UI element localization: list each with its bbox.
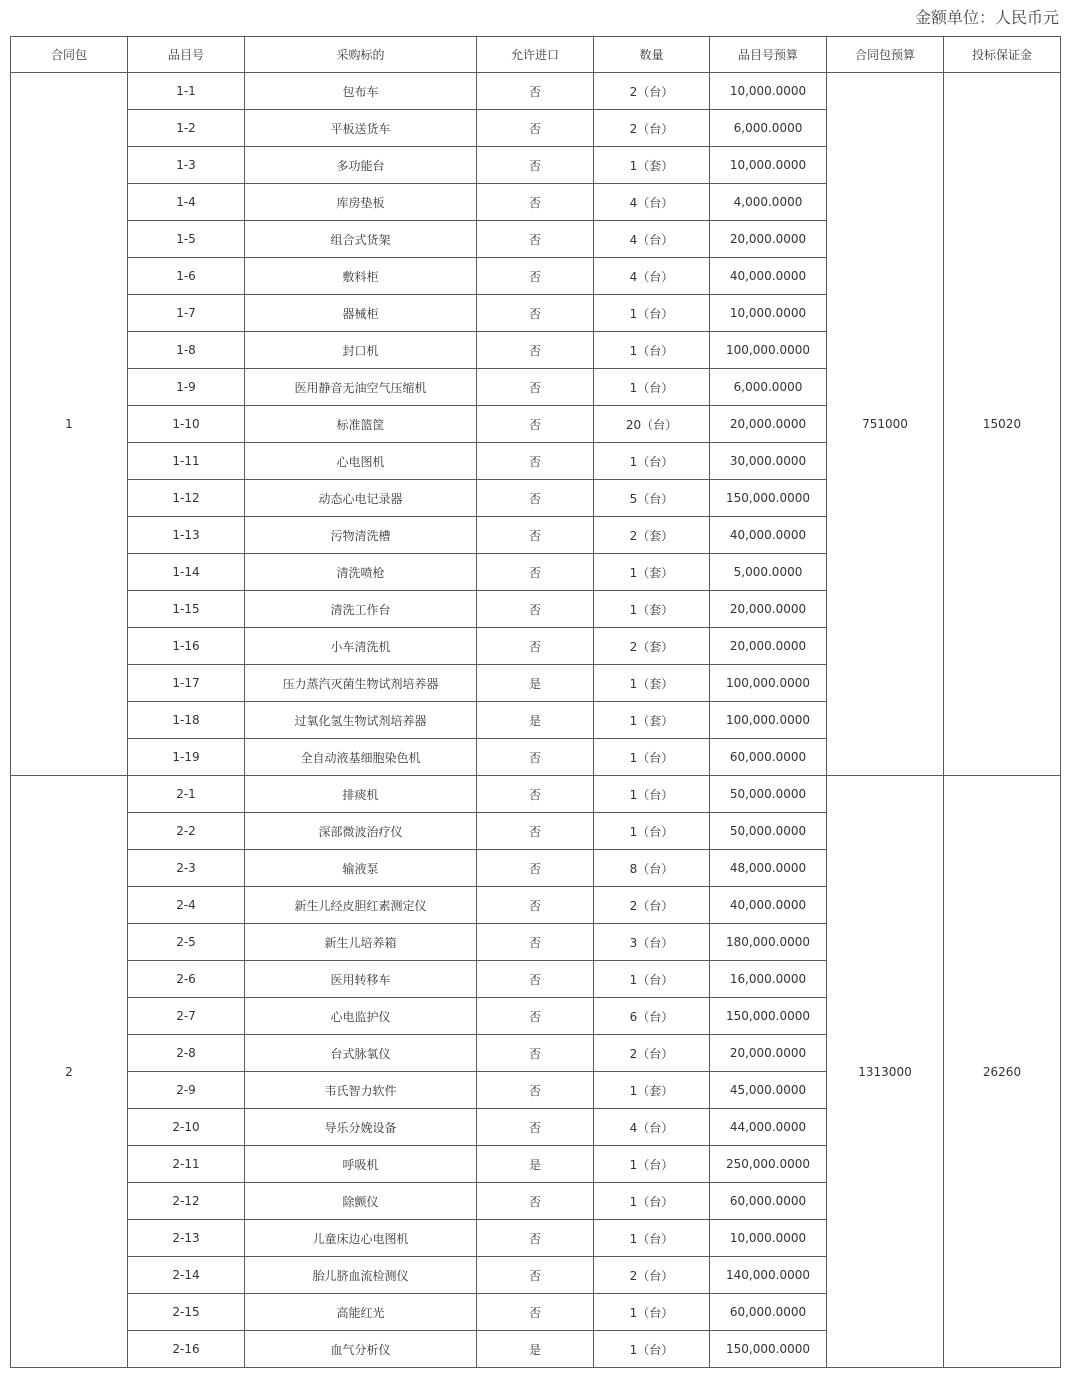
import-allowed-cell: 是	[477, 665, 594, 702]
quantity-cell: 2（台）	[594, 887, 710, 924]
procurement-item-cell: 心电图机	[245, 443, 477, 480]
import-allowed-cell: 否	[477, 221, 594, 258]
item-number-cell: 2-14	[128, 1257, 245, 1294]
quantity-cell: 6（台）	[594, 998, 710, 1035]
item-budget-cell: 10,000.0000	[710, 73, 827, 110]
header-quantity: 数量	[594, 37, 710, 73]
procurement-item-cell: 多功能台	[245, 147, 477, 184]
import-allowed-cell: 否	[477, 147, 594, 184]
item-number-cell: 2-7	[128, 998, 245, 1035]
import-allowed-cell: 否	[477, 406, 594, 443]
item-budget-cell: 100,000.0000	[710, 665, 827, 702]
item-number-cell: 1-14	[128, 554, 245, 591]
procurement-item-cell: 血气分析仪	[245, 1331, 477, 1368]
item-number-cell: 1-18	[128, 702, 245, 739]
item-budget-cell: 20,000.0000	[710, 1035, 827, 1072]
item-number-cell: 1-11	[128, 443, 245, 480]
quantity-cell: 1（台）	[594, 1183, 710, 1220]
import-allowed-cell: 否	[477, 628, 594, 665]
quantity-cell: 2（套）	[594, 628, 710, 665]
import-allowed-cell: 否	[477, 1257, 594, 1294]
procurement-item-cell: 新生儿培养箱	[245, 924, 477, 961]
header-procurement-item: 采购标的	[245, 37, 477, 73]
quantity-cell: 1（台）	[594, 443, 710, 480]
item-number-cell: 2-9	[128, 1072, 245, 1109]
item-budget-cell: 150,000.0000	[710, 998, 827, 1035]
procurement-item-cell: 平板送货车	[245, 110, 477, 147]
item-budget-cell: 10,000.0000	[710, 1220, 827, 1257]
item-number-cell: 1-4	[128, 184, 245, 221]
item-number-cell: 1-9	[128, 369, 245, 406]
item-number-cell: 1-1	[128, 73, 245, 110]
procurement-item-cell: 新生儿经皮胆红素测定仪	[245, 887, 477, 924]
procurement-item-cell: 器械柜	[245, 295, 477, 332]
item-number-cell: 2-12	[128, 1183, 245, 1220]
item-budget-cell: 60,000.0000	[710, 1183, 827, 1220]
procurement-item-cell: 库房垫板	[245, 184, 477, 221]
item-budget-cell: 250,000.0000	[710, 1146, 827, 1183]
item-budget-cell: 45,000.0000	[710, 1072, 827, 1109]
quantity-cell: 1（台）	[594, 776, 710, 813]
import-allowed-cell: 否	[477, 332, 594, 369]
quantity-cell: 2（台）	[594, 110, 710, 147]
import-allowed-cell: 否	[477, 776, 594, 813]
quantity-cell: 1（台）	[594, 1146, 710, 1183]
item-budget-cell: 20,000.0000	[710, 628, 827, 665]
item-number-cell: 1-13	[128, 517, 245, 554]
procurement-item-cell: 封口机	[245, 332, 477, 369]
procurement-item-cell: 心电监护仪	[245, 998, 477, 1035]
quantity-cell: 8（台）	[594, 850, 710, 887]
item-budget-cell: 40,000.0000	[710, 517, 827, 554]
package-budget-cell: 751000	[827, 73, 944, 776]
header-import-allowed: 允许进口	[477, 37, 594, 73]
item-budget-cell: 10,000.0000	[710, 295, 827, 332]
item-budget-cell: 16,000.0000	[710, 961, 827, 998]
procurement-item-cell: 台式脉氧仪	[245, 1035, 477, 1072]
quantity-cell: 5（台）	[594, 480, 710, 517]
item-number-cell: 1-10	[128, 406, 245, 443]
item-number-cell: 2-1	[128, 776, 245, 813]
item-budget-cell: 50,000.0000	[710, 813, 827, 850]
procurement-item-cell: 胎儿脐血流检测仪	[245, 1257, 477, 1294]
procurement-item-cell: 敷料柜	[245, 258, 477, 295]
quantity-cell: 1（台）	[594, 813, 710, 850]
procurement-item-cell: 过氧化氢生物试剂培养器	[245, 702, 477, 739]
item-budget-cell: 150,000.0000	[710, 480, 827, 517]
item-number-cell: 1-16	[128, 628, 245, 665]
import-allowed-cell: 是	[477, 702, 594, 739]
procurement-item-cell: 医用转移车	[245, 961, 477, 998]
procurement-item-cell: 全自动液基细胞染色机	[245, 739, 477, 776]
import-allowed-cell: 否	[477, 1294, 594, 1331]
procurement-item-cell: 高能红光	[245, 1294, 477, 1331]
quantity-cell: 20（台）	[594, 406, 710, 443]
quantity-cell: 1（台）	[594, 1331, 710, 1368]
item-budget-cell: 5,000.0000	[710, 554, 827, 591]
quantity-cell: 1（台）	[594, 369, 710, 406]
import-allowed-cell: 否	[477, 1072, 594, 1109]
import-allowed-cell: 是	[477, 1146, 594, 1183]
quantity-cell: 1（套）	[594, 591, 710, 628]
header-bid-deposit: 投标保证金	[944, 37, 1061, 73]
import-allowed-cell: 否	[477, 924, 594, 961]
import-allowed-cell: 否	[477, 887, 594, 924]
quantity-cell: 1（台）	[594, 739, 710, 776]
item-budget-cell: 30,000.0000	[710, 443, 827, 480]
item-budget-cell: 20,000.0000	[710, 221, 827, 258]
quantity-cell: 2（台）	[594, 73, 710, 110]
import-allowed-cell: 否	[477, 443, 594, 480]
item-number-cell: 2-16	[128, 1331, 245, 1368]
quantity-cell: 1（套）	[594, 702, 710, 739]
import-allowed-cell: 否	[477, 184, 594, 221]
procurement-item-cell: 压力蒸汽灭菌生物试剂培养器	[245, 665, 477, 702]
procurement-item-cell: 医用静音无油空气压缩机	[245, 369, 477, 406]
contract-package-cell: 2	[11, 776, 128, 1368]
import-allowed-cell: 否	[477, 1220, 594, 1257]
import-allowed-cell: 否	[477, 1035, 594, 1072]
procurement-item-cell: 输液泵	[245, 850, 477, 887]
quantity-cell: 4（台）	[594, 258, 710, 295]
procurement-item-cell: 包布车	[245, 73, 477, 110]
item-number-cell: 2-4	[128, 887, 245, 924]
quantity-cell: 4（台）	[594, 221, 710, 258]
header-item-number: 品目号	[128, 37, 245, 73]
import-allowed-cell: 否	[477, 998, 594, 1035]
item-number-cell: 2-2	[128, 813, 245, 850]
item-budget-cell: 150,000.0000	[710, 1331, 827, 1368]
procurement-item-cell: 清洗工作台	[245, 591, 477, 628]
import-allowed-cell: 否	[477, 554, 594, 591]
item-number-cell: 2-15	[128, 1294, 245, 1331]
procurement-item-cell: 导乐分娩设备	[245, 1109, 477, 1146]
item-budget-cell: 4,000.0000	[710, 184, 827, 221]
table-header-row	[11, 37, 1061, 73]
table-row	[11, 73, 1061, 110]
item-budget-cell: 100,000.0000	[710, 332, 827, 369]
quantity-cell: 4（台）	[594, 1109, 710, 1146]
quantity-cell: 1（套）	[594, 147, 710, 184]
item-number-cell: 2-11	[128, 1146, 245, 1183]
quantity-cell: 1（套）	[594, 554, 710, 591]
contract-package-cell: 1	[11, 73, 128, 776]
package-budget-cell: 1313000	[827, 776, 944, 1368]
item-number-cell: 2-6	[128, 961, 245, 998]
procurement-item-cell: 呼吸机	[245, 1146, 477, 1183]
quantity-cell: 4（台）	[594, 184, 710, 221]
quantity-cell: 3（台）	[594, 924, 710, 961]
quantity-cell: 2（套）	[594, 517, 710, 554]
item-budget-cell: 60,000.0000	[710, 739, 827, 776]
header-contract-package: 合同包	[11, 37, 128, 73]
item-number-cell: 1-17	[128, 665, 245, 702]
item-number-cell: 2-5	[128, 924, 245, 961]
quantity-cell: 2（台）	[594, 1257, 710, 1294]
header-package-budget: 合同包预算	[827, 37, 944, 73]
procurement-item-cell: 排痰机	[245, 776, 477, 813]
item-budget-cell: 100,000.0000	[710, 702, 827, 739]
quantity-cell: 1（台）	[594, 1294, 710, 1331]
quantity-cell: 1（台）	[594, 1220, 710, 1257]
item-budget-cell: 40,000.0000	[710, 887, 827, 924]
procurement-item-cell: 儿童床边心电图机	[245, 1220, 477, 1257]
procurement-item-cell: 深部微波治疗仪	[245, 813, 477, 850]
item-number-cell: 1-8	[128, 332, 245, 369]
item-number-cell: 1-3	[128, 147, 245, 184]
quantity-cell: 1（套）	[594, 1072, 710, 1109]
item-budget-cell: 20,000.0000	[710, 406, 827, 443]
procurement-item-cell: 韦氏智力软件	[245, 1072, 477, 1109]
import-allowed-cell: 否	[477, 850, 594, 887]
procurement-item-cell: 动态心电记录器	[245, 480, 477, 517]
quantity-cell: 1（套）	[594, 665, 710, 702]
import-allowed-cell: 否	[477, 517, 594, 554]
item-budget-cell: 48,000.0000	[710, 850, 827, 887]
item-number-cell: 1-19	[128, 739, 245, 776]
item-number-cell: 2-13	[128, 1220, 245, 1257]
table-body	[11, 73, 1061, 1368]
procurement-item-cell: 污物清洗槽	[245, 517, 477, 554]
import-allowed-cell: 否	[477, 739, 594, 776]
item-number-cell: 1-15	[128, 591, 245, 628]
import-allowed-cell: 否	[477, 591, 594, 628]
item-budget-cell: 6,000.0000	[710, 369, 827, 406]
quantity-cell: 1（台）	[594, 332, 710, 369]
item-budget-cell: 140,000.0000	[710, 1257, 827, 1294]
item-budget-cell: 50,000.0000	[710, 776, 827, 813]
item-number-cell: 2-3	[128, 850, 245, 887]
import-allowed-cell: 否	[477, 369, 594, 406]
item-budget-cell: 180,000.0000	[710, 924, 827, 961]
import-allowed-cell: 否	[477, 110, 594, 147]
quantity-cell: 2（台）	[594, 1035, 710, 1072]
import-allowed-cell: 否	[477, 295, 594, 332]
import-allowed-cell: 否	[477, 480, 594, 517]
item-budget-cell: 40,000.0000	[710, 258, 827, 295]
item-budget-cell: 44,000.0000	[710, 1109, 827, 1146]
item-number-cell: 1-5	[128, 221, 245, 258]
bid-deposit-cell: 26260	[944, 776, 1061, 1368]
header-item-budget: 品目号预算	[710, 37, 827, 73]
procurement-item-cell: 清洗喷枪	[245, 554, 477, 591]
import-allowed-cell: 否	[477, 813, 594, 850]
quantity-cell: 1（台）	[594, 961, 710, 998]
import-allowed-cell: 否	[477, 258, 594, 295]
item-number-cell: 2-8	[128, 1035, 245, 1072]
import-allowed-cell: 否	[477, 1109, 594, 1146]
item-number-cell: 1-7	[128, 295, 245, 332]
procurement-item-cell: 除颤仪	[245, 1183, 477, 1220]
import-allowed-cell: 否	[477, 961, 594, 998]
item-budget-cell: 6,000.0000	[710, 110, 827, 147]
import-allowed-cell: 否	[477, 1183, 594, 1220]
item-budget-cell: 60,000.0000	[710, 1294, 827, 1331]
currency-unit-note: 金额单位：人民币元	[914, 8, 1059, 27]
table-row	[11, 776, 1061, 813]
procurement-item-cell: 组合式货架	[245, 221, 477, 258]
procurement-item-cell: 标准篮筐	[245, 406, 477, 443]
quantity-cell: 1（台）	[594, 295, 710, 332]
item-budget-cell: 10,000.0000	[710, 147, 827, 184]
import-allowed-cell: 是	[477, 1331, 594, 1368]
item-number-cell: 1-2	[128, 110, 245, 147]
procurement-item-cell: 小车清洗机	[245, 628, 477, 665]
item-number-cell: 2-10	[128, 1109, 245, 1146]
item-budget-cell: 20,000.0000	[710, 591, 827, 628]
item-number-cell: 1-6	[128, 258, 245, 295]
procurement-table	[10, 36, 1061, 1368]
import-allowed-cell: 否	[477, 73, 594, 110]
bid-deposit-cell: 15020	[944, 73, 1061, 776]
item-number-cell: 1-12	[128, 480, 245, 517]
